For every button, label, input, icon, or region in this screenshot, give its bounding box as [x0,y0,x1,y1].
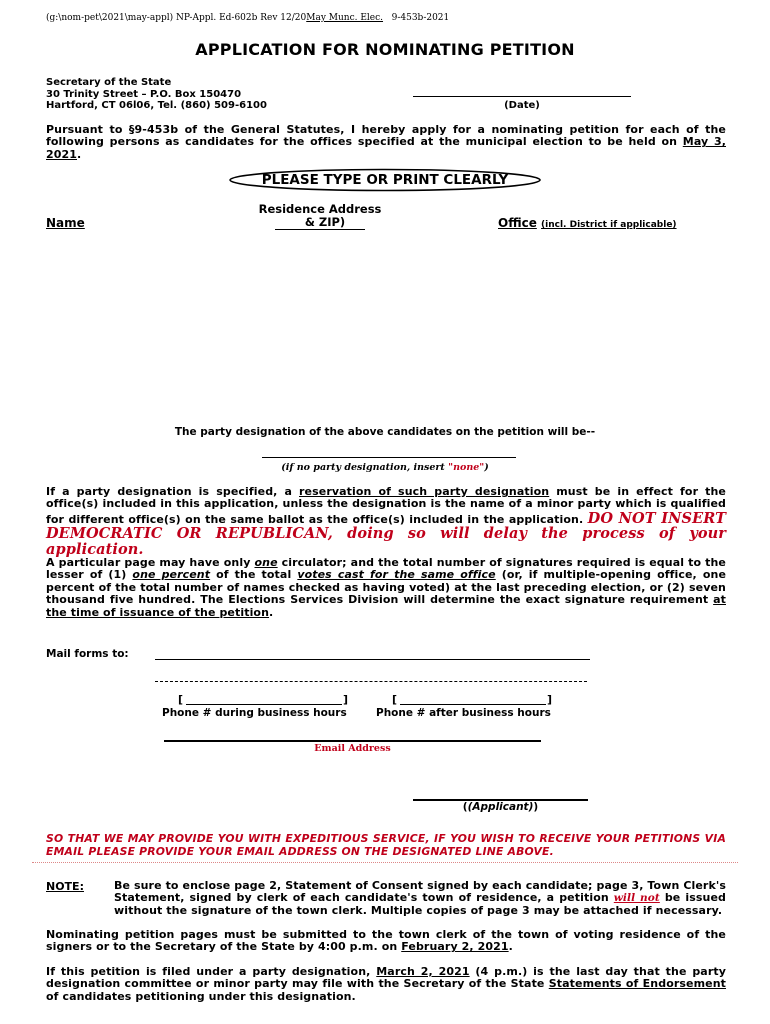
email-notice: SO THAT WE MAY PROVIDE YOU WITH EXPEDITIOUS SERVICE, IF YOU WISH TO RECEIVE YOUR PETITIONS VIA EMAIL PLEASE PROVIDE YOUR EMAIL ADDRESS ON THE DESIGNATED LINE ABOVE. [46,832,726,858]
will-not-emphasis: will not [613,892,660,905]
banner-text: PLEASE TYPE OR PRINT CLEARLY [261,172,509,188]
phone-eve-label: Phone # after business hours [376,707,551,719]
one-circulator: one [254,556,278,569]
endorsement-date: March 2, 2021 [376,965,470,978]
column-name: Name [46,216,85,230]
address-line-2: 30 Trinity Street – P.O. Box 150470 [46,88,242,100]
office-label: Office [498,216,537,230]
one-percent: one percent [132,568,211,582]
submission-paragraph: Nominating petition pages must be submitted to the town clerk of the town of voting residence of the signers or to the Secretary of the State by 4:00 p.m. on February 2, 2021. [46,928,726,954]
file-path-tail: 9-453b-2021 [391,13,450,23]
phone-day-field[interactable]: [ ] [178,693,348,706]
sos-address [46,77,267,112]
note-paragraph: Be sure to enclose page 2, Statement of Consent signed by each candidate; page 3, Town Clerk's Statement, signed by clerk of each candidate's town of residence, a petition will not be issued without the signature of the town clerk. Multiple copies of page 3 may be attached if necessary. [114,879,727,917]
party-designation-hint: (if no party designation, insert "none") [281,462,489,473]
date-line[interactable] [413,96,631,97]
mail-address-line-2[interactable] [155,681,587,682]
reservation-paragraph: If a party designation is specified, a reservation of such party designation must be in effect for the office(s) included in this application, unless the designation is the name of a minor party which is qualified for different office(s) on the same ballot as the office(s) included in the application. DO NOT INSERT DEMOCRATIC OR REPUBLICAN, doing so will delay the process of your application. [46,485,727,558]
print-clearly-banner [228,168,542,192]
address-line-3: Hartford, CT 06l06, Tel. (860) 509-6100 [46,100,267,111]
do-not-insert-warning: DO NOT INSERT DEMOCRATIC OR REPUBLICAN, doing so will delay the process of your application. [46,509,727,558]
date-label: (Date) [504,100,540,111]
note-label: NOTE: [46,880,84,893]
residence-label-1: Residence Address [258,202,382,216]
page-title: APPLICATION FOR NOMINATING PETITION [195,40,575,59]
address-line-1: Secretary of the State [46,77,172,88]
mail-address-line-1[interactable] [155,659,590,660]
votes-cast: votes cast for the same office [297,568,496,582]
file-path-mid: May Munc. Elec. [306,13,384,23]
phone-eve-field[interactable]: [ ] [392,693,552,706]
column-office [498,216,677,230]
email-label: Email Address [314,743,391,754]
intro-paragraph: Pursuant to §9-453b of the General Statutes, I hereby apply for a nominating petition for each of the following persons as candidates for the offices specified at the municipal election to be held on May 3, 2021. [46,123,726,161]
endorsement-paragraph: If this petition is filed under a party designation, March 2, 2021 (4 p.m.) is the last day that the party designation committee or minor party may file with the Secretary of the State Statements of Endorsement of candidates petitioning under this designation. [46,965,727,1003]
mail-forms-label: Mail forms to: [46,648,129,660]
column-residence [240,203,400,230]
issuance-time: at the time of issuance of the petition [46,593,726,619]
phone-day-label: Phone # during business hours [162,707,347,719]
circulator-paragraph: A particular page may have only one circulator; and the total number of signatures required is equal to the lesser of (1) one percent of the total votes cast for the same office (or, if multiple-opening office, one percent of the total number of names checked as having voted) at the last preceding election, or (2) seven thousand five hundred. The Elections Services Division will determine the exact signature requirement at the time of issuance of the petition. [46,556,726,619]
submission-date: February 2, 2021 [401,940,509,954]
statements-of-endorsement: Statements of Endorsement [548,977,727,991]
reservation-link-text: reservation of such party designation [299,485,550,498]
email-line[interactable] [164,740,541,742]
party-designation-prompt: The party designation of the above candidates on the petition will be-- [174,426,596,438]
none-keyword: "none" [448,462,485,473]
applicant-label: ((Applicant)) [462,801,539,813]
email-notice-dotted-rule [32,862,738,863]
election-date: May 3, 2021 [46,135,726,161]
file-path: (g:\nom-pet\2021\may-appl) NP-Appl. Ed-602b Rev 12/20 [46,13,307,23]
party-designation-line[interactable] [262,457,516,458]
file-path-header [46,13,449,23]
residence-label-2: & ZIP) [304,215,346,229]
office-note: (incl. District if applicable) [541,220,677,230]
